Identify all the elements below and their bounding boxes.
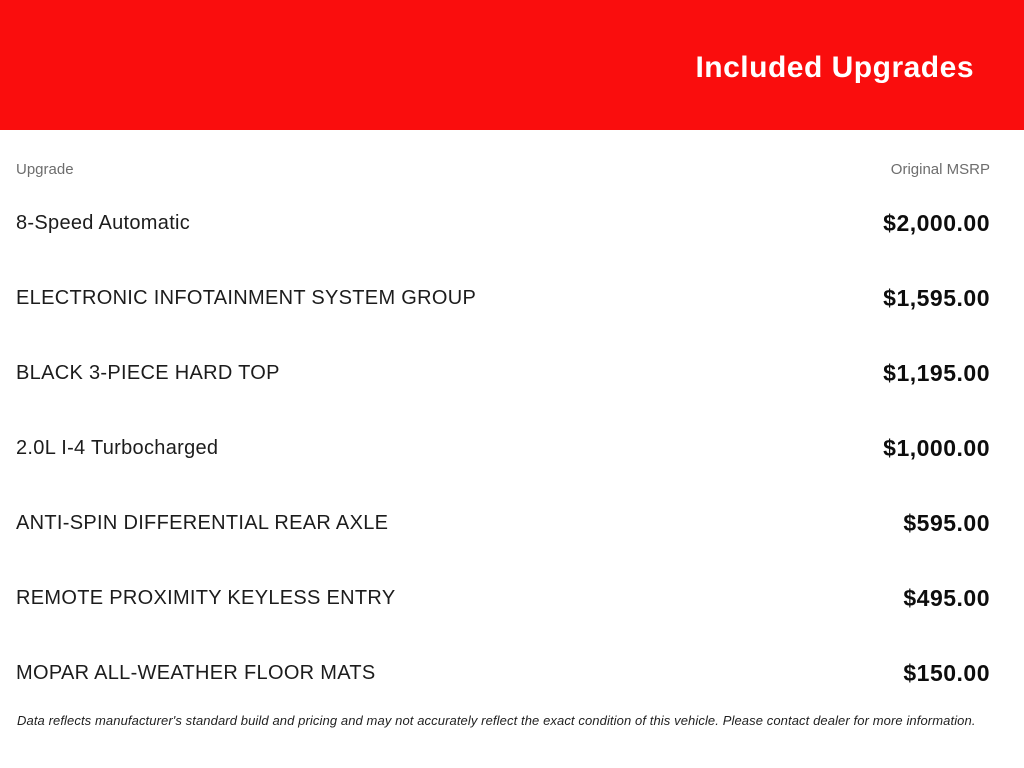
table-row bbox=[16, 411, 990, 486]
column-header-original-msrp: Original MSRP bbox=[890, 161, 990, 178]
upgrade-name: REMOTE PROXIMITY KEYLESS ENTRY bbox=[16, 587, 396, 609]
upgrade-name: 8-Speed Automatic bbox=[16, 212, 191, 234]
upgrade-name: ANTI-SPIN DIFFERENTIAL REAR AXLE bbox=[16, 512, 389, 534]
table-row bbox=[16, 261, 990, 336]
upgrade-price: $495.00 bbox=[903, 585, 990, 611]
upgrade-name: MOPAR ALL-WEATHER FLOOR MATS bbox=[16, 662, 376, 684]
column-header-upgrade: Upgrade bbox=[16, 161, 74, 178]
upgrade-price: $1,595.00 bbox=[883, 285, 990, 311]
table-row bbox=[16, 336, 990, 411]
footer bbox=[0, 711, 1024, 728]
upgrade-price: $2,000.00 bbox=[883, 210, 990, 236]
page-title: Included Upgrades bbox=[695, 51, 974, 84]
upgrade-price: $595.00 bbox=[903, 510, 990, 536]
table-row bbox=[16, 636, 990, 711]
upgrade-price: $1,195.00 bbox=[883, 360, 990, 386]
upgrades-table bbox=[0, 162, 1024, 711]
table-body bbox=[16, 186, 990, 711]
upgrade-name: BLACK 3-PIECE HARD TOP bbox=[16, 362, 280, 384]
table-row bbox=[16, 486, 990, 561]
table-row bbox=[16, 561, 990, 636]
included-upgrades-banner bbox=[0, 0, 1024, 130]
table-row bbox=[16, 186, 990, 261]
disclaimer-text: Data reflects manufacturer's standard build and pricing and may not accurately reflect the exact condition of this vehicle. Please contact dealer for more information. bbox=[17, 713, 976, 728]
upgrade-price: $1,000.00 bbox=[883, 435, 990, 461]
upgrade-name: 2.0L I-4 Turbocharged bbox=[16, 437, 219, 459]
upgrade-name: ELECTRONIC INFOTAINMENT SYSTEM GROUP bbox=[16, 287, 477, 309]
upgrade-price: $150.00 bbox=[903, 660, 990, 686]
table-header-row bbox=[16, 162, 990, 178]
